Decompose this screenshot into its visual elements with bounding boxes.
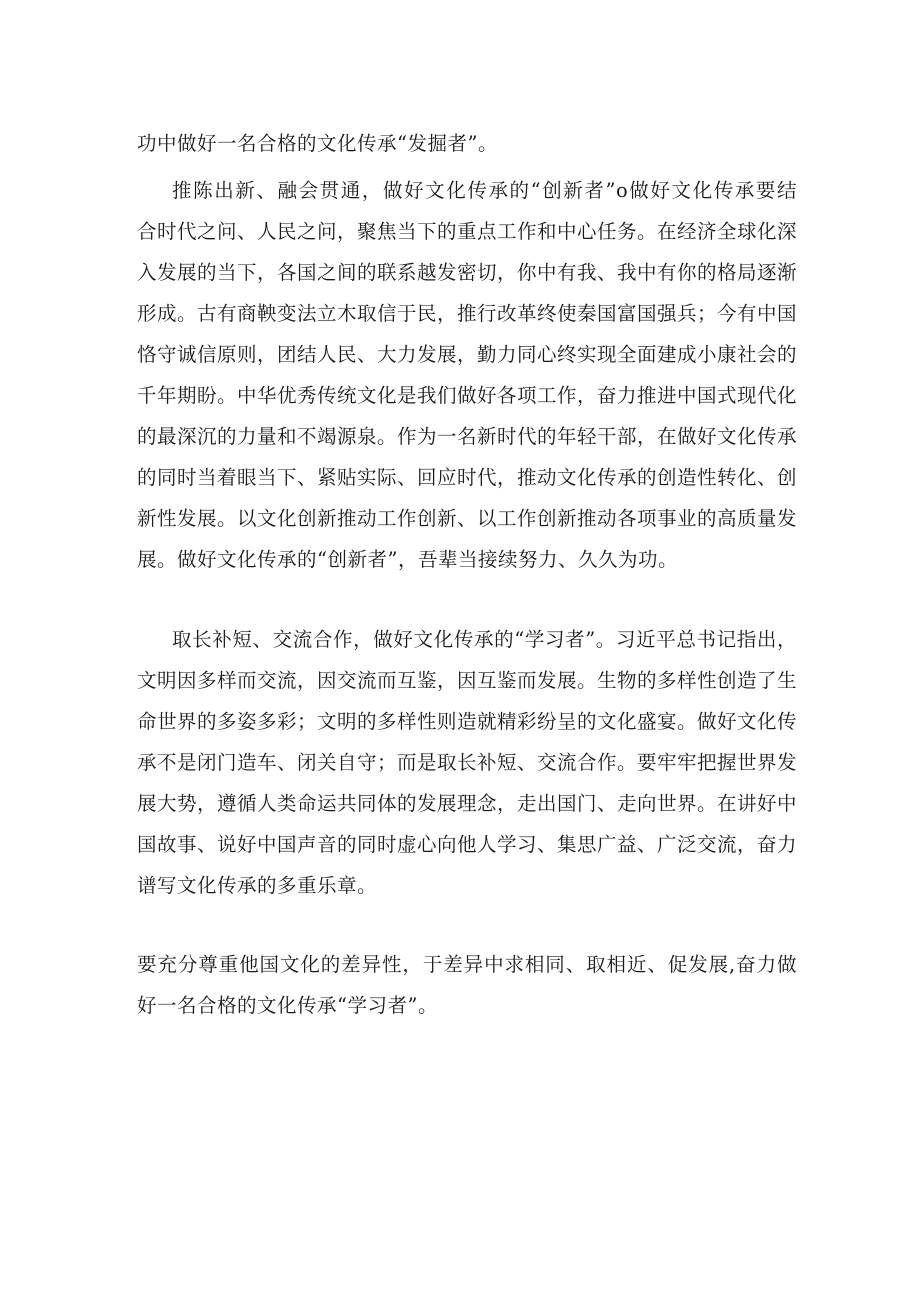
text-line: 展。做好文化传承的“创新者”，吾辈当接续努力、久久为功。 <box>137 548 678 571</box>
text-line: 展大势，遵循人类命运共同体的发展理念，走出国门、走向世界。在讲好中 <box>137 792 798 815</box>
text-line: 国故事、说好中国声音的同时虚心向他人学习、集思广益、广泛交流，奋力 <box>137 833 798 856</box>
text-line: 谱写文化传承的多重乐章。 <box>137 874 378 897</box>
text-line: 合时代之问、人民之问，聚焦当下的重点工作和中心任务。在经济全球化深 <box>137 220 798 243</box>
text-line: 承不是闭门造车、闭关自守；而是取长补短、交流合作。要牢牢把握世界发 <box>137 751 798 774</box>
text-line: 的同时当着眼当下、紧贴实际、回应时代，推动文化传承的创造性转化、创 <box>137 466 798 489</box>
text-line: 恪守诚信原则，团结人民、大力发展，勤力同心终实现全面建成小康社会的 <box>137 343 798 366</box>
text-line: 的最深沉的力量和不竭源泉。作为一名新时代的年轻干部，在做好文化传承 <box>137 425 798 448</box>
text-line: 好一名合格的文化传承“学习者”。 <box>137 994 438 1017</box>
text-line: 功中做好一名合格的文化传承“发掘者”。 <box>137 132 498 155</box>
text-line: 形成。古有商鞅变法立木取信于民，推行改革终使秦国富国强兵；今有中国 <box>137 302 798 325</box>
text-line: 要充分尊重他国文化的差异性，于差异中求相同、取相近、促发展,奋力做 <box>137 953 797 976</box>
text-line: 千年期盼。中华优秀传统文化是我们做好各项工作，奋力推进中国式现代化 <box>137 384 798 407</box>
text-line: 文明因多样而交流，因交流而互鉴，因互鉴而发展。生物的多样性创造了生 <box>137 669 798 692</box>
text-line: 取长补短、交流合作，做好文化传承的“学习者”。习近平总书记指出， <box>172 628 797 651</box>
text-line: 新性发展。以文化创新推动工作创新、以工作创新推动各项事业的高质量发 <box>137 507 798 530</box>
text-line: 推陈出新、融会贯通，做好文化传承的“创新者”o做好文化传承要结 <box>172 179 797 202</box>
text-line: 命世界的多姿多彩；文明的多样性则造就精彩纷呈的文化盛宴。做好文化传 <box>137 710 798 733</box>
text-line: 入发展的当下，各国之间的联系越发密切，你中有我、我中有你的格局逐渐 <box>137 261 798 284</box>
